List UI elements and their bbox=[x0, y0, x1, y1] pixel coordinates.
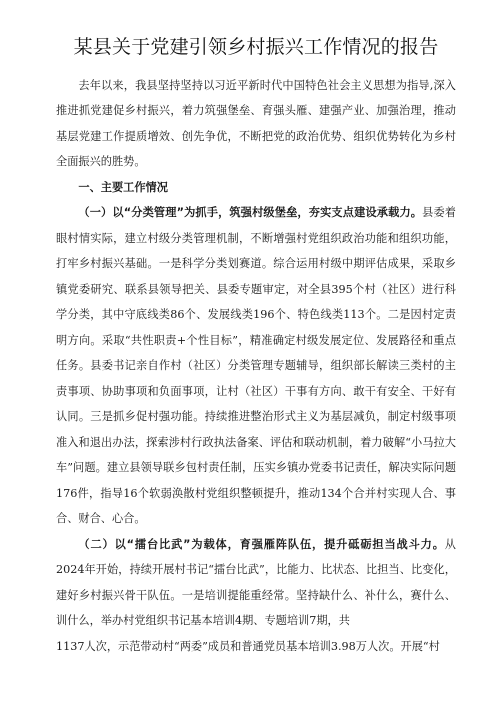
subsection-1-heading: （一）以“分类管理”为抓手，筑强村级堡垒，夯实支点建设承载力。 bbox=[78, 206, 423, 220]
subsection-1-paragraph bbox=[56, 200, 456, 532]
subsection-2-heading: （二）以“擂台比武”为载体，育强雁阵队伍，提升砥砺担当战斗力。 bbox=[78, 537, 445, 551]
document-title: 某县关于党建引领乡村振兴工作情况的报告 bbox=[73, 36, 439, 58]
intro-paragraph: 去年以来，我县坚持坚持以习近平新时代中国特色社会主义思想为指导,深入推进抓党建促乡村振兴，着力筑强堡垒、育强头雁、建强产业、加强治理，推动基层党建工作提质增效、创先争优，不断把党的政治优势、组织优势转化为乡村全面振兴的胜势。 bbox=[56, 78, 456, 169]
subsection-2-paragraph bbox=[56, 532, 456, 634]
subsection-1-body: 县委着眼村情实际，建立村级分类管理机制，不断增强村党组织政治功能和组织功能，打牢乡村振兴基础。一是科学分类划赛道。综合运用村级中期评估成果，采取乡镇党委研究、联系县领导把关、县委专题审定，对全县395个村（社区）进行科学分类，其中守底线类86个、发展线类196个、特色线类113个。二是因村定责明方向。采取“共性职责+个性目标”，精准确定村级发展定位、发展路径和重点任务。县委书记亲自作村（社区）分类管理专题辅导，组织部长解读三类村的主责事项、协助事项和负面事项，让村（社区）干事有方向、敢干有安全、干好有认同。三是抓乡促村强功能。持续推进整治形式主义为基层减负，制定村级事项准入和退出办法，探索涉村行政执法备案、评估和联动机制，着力破解“小马拉大车”问题。建立县领导联乡包村责任制，压实乡镇办党委书记责任，解决实际问题176件，指导16个软弱涣散村党组织整顿提升，推动134个合并村实现人合、事合、财合、心合。 bbox=[56, 206, 456, 526]
subsection-2-body: 从2024年开始，持续开展村书记“擂台比武”，比能力、比状态、比担当、比变化，建好乡村振兴骨干队伍。一是培训提能重经常。坚持缺什么、补什么，赛什么、训什么，举办村党组织书记基本培训4期、专题培训7期，共 bbox=[56, 537, 456, 628]
section-heading-main-work: 一、主要工作情况 bbox=[78, 180, 168, 194]
subsection-2-continuation: 1137人次，示范带动村“两委”成员和普通党员基本培训3.98万人次。开展“村 bbox=[56, 639, 440, 653]
